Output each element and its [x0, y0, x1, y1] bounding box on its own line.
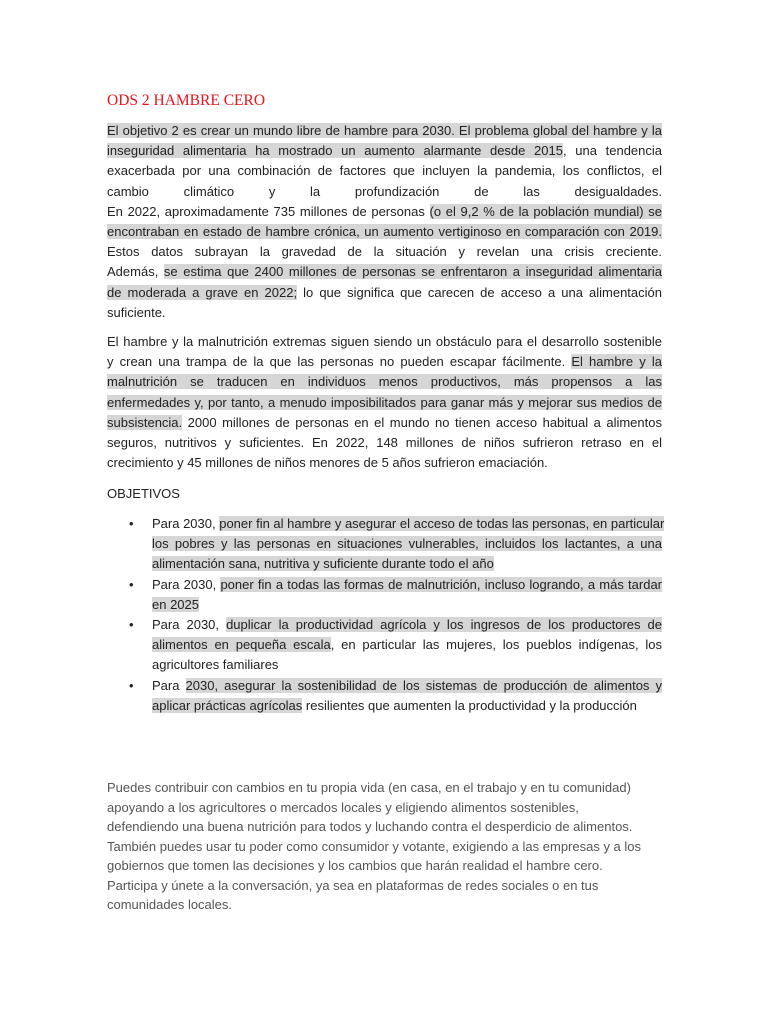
highlighted-text: malnutrición se traducen en individuos menos productivos, más propensos a las [107, 374, 662, 390]
text-line: Además, se estima que 2400 millones de personas se enfrentaron a inseguridad alimentaria [107, 264, 662, 280]
text-line: aplicar prácticas agrícolas resilientes que aumenten la productividad y la producción [152, 697, 637, 713]
text-line [152, 595, 662, 615]
text-line: exacerbada por una combinación de factores que incluyen la pandemia, los conflictos, el [107, 163, 662, 179]
text-line: También puedes usar tu poder como consumidor y votante, exigiendo a las empresas y a los [107, 838, 642, 854]
paragraph-contribute [107, 778, 667, 915]
text-line: Participa y únete a la conversación, ya sea en plataformas de redes sociales o en tus [107, 877, 599, 893]
text-line: comunidades locales. [107, 897, 233, 912]
highlighted-text: El objetivo 2 es crear un mundo libre de hambre para 2030. El problema global del hambre y la [107, 123, 662, 138]
text-line: apoyando a los agricultores o mercados locales y eligiendo alimentos sostenibles, [107, 799, 579, 815]
text-line: inseguridad alimentaria ha mostrado un aumento alarmante desde 2015, una tendencia [107, 143, 662, 159]
text-line: cambio climático y la profundización de las desigualdades. [107, 183, 662, 199]
highlighted-text: 2030, asegurar la sostenibilidad de los sistemas de producción de alimentos y [185, 677, 662, 693]
text-line: defendiendo una buena nutrición para todos y luchando contra el desperdicio de alimentos. [107, 819, 633, 834]
objetivos-heading: OBJETIVOS [107, 486, 180, 501]
text-line: agricultores familiares [152, 657, 279, 673]
paragraph-intro [107, 121, 662, 323]
highlighted-text: poner fin a todas las formas de malnutrición, incluso logrando, a más tardar [220, 576, 663, 592]
highlighted-text: (o el 9,2 % de la población mundial) se [429, 203, 662, 219]
highlighted-text: alimentación sana, nutritiva y suficiente durante todo el año [152, 556, 494, 572]
text-line: Para 2030, poner fin a todas las formas de malnutrición, incluso logrando, a más tardar [152, 576, 663, 592]
bullet-icon: • [129, 516, 134, 531]
highlighted-text: los pobres y las personas en situaciones vulnerables, incluidos los lactantes, a una [152, 536, 662, 552]
text-line: y crean una trampa de la que las personas no pueden escapar fácilmente. El hambre y la [107, 354, 663, 370]
highlighted-text: duplicar la productividad agrícola y los ingresos de los productores de [226, 617, 663, 633]
text-line: suficiente. [107, 304, 166, 320]
objetivos-list [107, 514, 665, 716]
text-line: Para 2030, poner fin al hambre y asegurar el acceso de todas las personas, en particular [152, 516, 665, 531]
text-line: El hambre y la malnutrición extremas siguen siendo un obstáculo para el desarrollo sostenible [107, 334, 662, 349]
list-item [107, 575, 662, 615]
text-line [107, 222, 662, 242]
text-line [152, 554, 662, 574]
list-item [107, 676, 662, 716]
text-line: Estos datos subrayan la gravedad de la situación y revelan una crisis creciente. [107, 244, 662, 260]
highlighted-text: encontraban en estado de hambre crónica, un aumento vertiginoso en comparación con 2019. [107, 224, 662, 240]
text-line: seguros, nutritivos y suficientes. En 2022, 148 millones de niños sufrieron retraso en el [107, 435, 662, 451]
text-line [107, 393, 662, 413]
highlighted-text: poner fin al hambre y asegurar el acceso de todas las personas, en particular [219, 516, 665, 531]
highlighted-text: alimentos en pequeña escala [152, 637, 331, 653]
text-line [107, 121, 662, 141]
bullet-icon: • [129, 617, 134, 633]
bullet-icon: • [129, 576, 134, 592]
text-line [107, 372, 662, 392]
text-line: gobiernos que tomen las decisiones y los cambios que harán realidad el hambre cero. [107, 858, 603, 873]
text-line: Para 2030, duplicar la productividad agrícola y los ingresos de los productores de [152, 617, 663, 633]
highlighted-text: subsistencia. [107, 414, 183, 430]
highlighted-text: aplicar prácticas agrícolas [152, 697, 303, 713]
text-line: En 2022, aproximadamente 735 millones de personas (o el 9,2 % de la población mundial) se [107, 203, 662, 219]
document-title: ODS 2 HAMBRE CERO [107, 92, 266, 109]
text-line [152, 534, 662, 554]
highlighted-text: enfermedades y, por tanto, a menudo imposibilitados para ganar más y mejorar sus medios de [107, 394, 662, 410]
bullet-icon: • [129, 677, 134, 693]
highlighted-text: inseguridad alimentaria ha mostrado un aumento alarmante desde 2015 [107, 143, 563, 159]
text-line: de moderada a grave en 2022; lo que significa que carecen de acceso a una alimentación [107, 284, 662, 300]
highlighted-text: de moderada a grave en 2022; [107, 284, 298, 300]
text-line: Para 2030, asegurar la sostenibilidad de los sistemas de producción de alimentos y [152, 677, 662, 693]
list-item [107, 514, 665, 575]
highlighted-text: en 2025 [152, 596, 199, 612]
paragraph-malnutrition [107, 332, 662, 473]
text-line: Puedes contribuir con cambios en tu propia vida (en casa, en el trabajo y en tu comunidad) [107, 780, 631, 795]
highlighted-text: El hambre y la [571, 354, 663, 370]
list-item [107, 615, 662, 676]
text-line: crecimiento y 45 millones de niños menores de 5 años sufrieron emaciación. [107, 455, 548, 471]
text-line: alimentos en pequeña escala, en particular las mujeres, los pueblos indígenas, los [152, 637, 663, 653]
highlighted-text: se estima que 2400 millones de personas se enfrentaron a inseguridad alimentaria [163, 264, 662, 280]
text-line: subsistencia. 2000 millones de personas en el mundo no tienen acceso habitual a alimentos [107, 414, 662, 430]
